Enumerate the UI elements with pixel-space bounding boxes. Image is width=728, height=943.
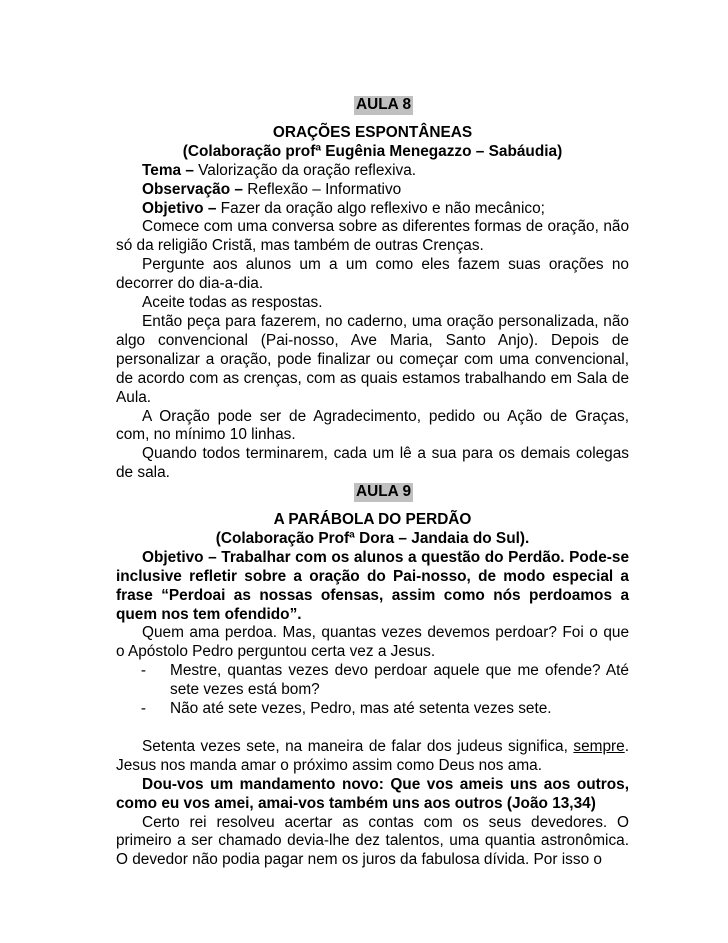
aula8-paragraph-5: A Oração pode ser de Agradecimento, pedido ou Ação de Graças, com, no mínimo 10 linhas. [116, 407, 629, 444]
dialog-text-1: Mestre, quantas vezes devo perdoar aquele que me ofende? Até sete vezes está bom? [170, 662, 629, 699]
aula9-objetivo: Objetivo – Trabalhar com os alunos a questão do Perdão. Pode-se inclusive refletir sobre a oração do Pai-nosso, de modo especial a frase “Perdoai as nossas ofensas, assim como nós perdoamos a quem nos tem ofendido”. [116, 548, 629, 623]
aula9-paragraph-2 [116, 738, 629, 776]
aula8-observacao [116, 181, 629, 200]
aula8-paragraph-6: Quando todos terminarem, cada um lê a sua para os demais colegas de sala. [116, 445, 629, 482]
p2-part-a: Setenta vezes sete, na maneira de falar dos judeus significa, [142, 737, 574, 755]
aula8-paragraph-3: Aceite todas as respostas. [142, 294, 323, 312]
aula8-objetivo [116, 200, 629, 219]
word-sempre: sempre [573, 737, 625, 755]
document-page [116, 96, 629, 870]
aula8-paragraph-1: Comece com uma conversa sobre as diferentes formas de oração, não só da religião Cristã, mas também de outras Crenças. [116, 218, 629, 255]
dash-mark: - [140, 662, 146, 680]
p2-part-b: . Jesus nos manda amar o próximo assim como Deus nos ama. [116, 737, 629, 774]
aula9-label: AULA 9 [356, 483, 412, 501]
aula9-credit: (Colaboração Profª Dora – Jandaia do Sul). [215, 529, 530, 547]
dialog-item-2 [116, 700, 629, 719]
aula8-paragraph-4: Então peça para fazerem, no caderno, uma oração personalizada, não algo convencional (Pai-nosso, Ave Maria, Santo Anjo). Depois de personalizar a oração, pode finalizar ou começar com uma convencional, de acordo com as crenças, com as quais estamos trabalhando em Sala de Aula. [116, 312, 629, 406]
aula8-paragraph-2: Pergunte aos alunos um a um como eles fazem suas orações no decorrer do dia-a-dia. [116, 256, 629, 293]
aula8-label: AULA 8 [356, 96, 412, 113]
aula8-tema [116, 162, 629, 181]
objetivo-label: Objetivo – [142, 199, 217, 217]
observacao-label: Observação – [142, 180, 243, 198]
aula9-paragraph-3: Certo rei resolveu acertar as contas com os seus devedores. O primeiro a ser chamado devia-lhe dez talentos, uma quantia astronômica. O devedor não podia pagar nem os juros da fabulosa dívida. Por isso o [116, 813, 629, 869]
aula8-credit: (Colaboração profª Eugênia Menegazzo – Sabáudia) [182, 142, 563, 160]
aula9-mandamento: Dou-vos um mandamento novo: Que vos ameis uns aos outros, como eu vos amei, amai-vos também uns aos outros (João 13,34) [116, 775, 629, 812]
tema-text: Valorização da oração reflexiva. [193, 161, 417, 179]
objetivo-text: Fazer da oração algo reflexivo e não mecânico; [216, 199, 545, 217]
aula8-title: ORAÇÕES ESPONTÂNEAS [272, 123, 473, 141]
dialog-text-2: Não até sete vezes, Pedro, mas até setenta vezes sete. [170, 700, 552, 718]
observacao-text: Reflexão – Informativo [242, 180, 402, 198]
dialog-item-1 [116, 662, 629, 700]
aula9-label-row [116, 483, 629, 502]
aula8-label-row [116, 96, 629, 115]
aula9-paragraph-1: Quem ama perdoa. Mas, quantas vezes devemos perdoar? Foi o que o Apóstolo Pedro perguntou certa vez a Jesus. [116, 624, 629, 661]
aula9-title: A PARÁBOLA DO PERDÃO [273, 511, 472, 529]
tema-label: Tema – [142, 161, 194, 179]
dash-mark: - [140, 700, 146, 718]
